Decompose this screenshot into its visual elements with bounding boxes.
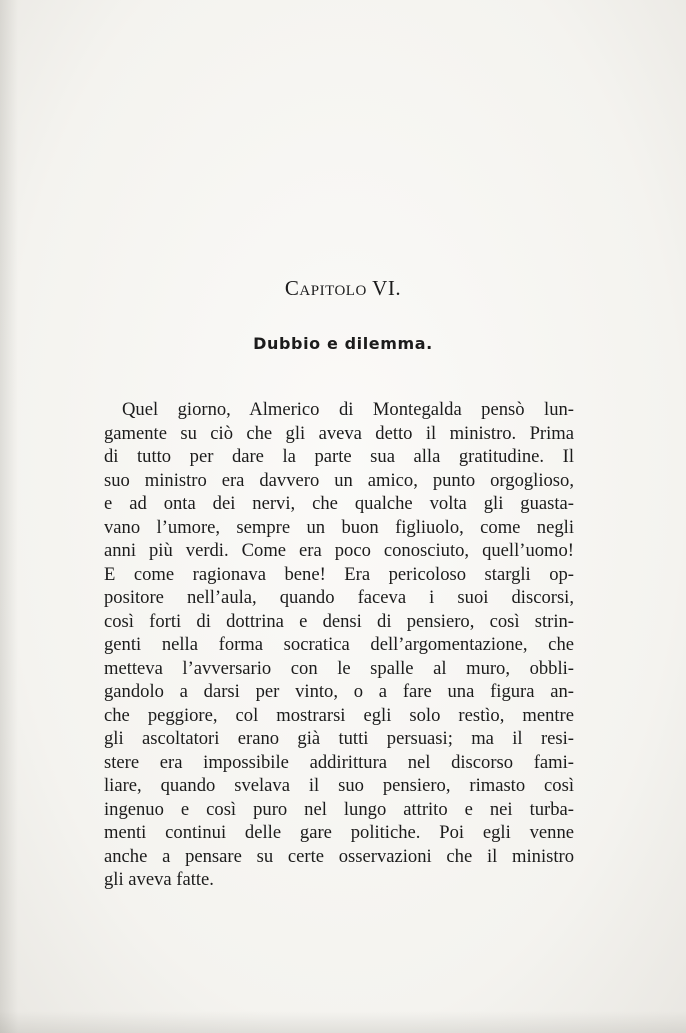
page-edge-shadow-left — [0, 0, 18, 1033]
text-line: gli ascoltatori erano già tutti persuasi; ma il resi- — [104, 728, 574, 749]
text-line: e ad onta dei nervi, che qualche volta gli guasta- — [104, 493, 574, 514]
text-line: gamente su ciò che gli aveva detto il ministro. Prima — [104, 422, 574, 444]
text-line: genti nella forma socratica dell’argomentazione, che — [104, 634, 574, 655]
text-line: menti continui delle gare politiche. Poi egli venne — [104, 822, 574, 843]
text-line: suo ministro era davvero un amico, punto orgoglioso, — [104, 469, 574, 491]
chapter-title: Dubbio e dilemma. — [253, 334, 433, 353]
text-line: vano l’umore, sempre un buon figliuolo, come negli — [104, 516, 574, 538]
text-line: E come ragionava bene! Era pericoloso stargli op- — [104, 563, 574, 585]
text-line: ingenuo e così puro nel lungo attrito e nei turba- — [104, 798, 574, 820]
text-line: che peggiore, col mostrarsi egli solo restìo, mentre — [104, 704, 574, 726]
page-edge-shadow-bottom — [0, 1011, 686, 1033]
text-line: di tutto per dare la parte sua alla gratitudine. Il — [104, 446, 574, 467]
text-line: liare, quando svelava il suo pensiero, rimasto così — [104, 775, 574, 796]
text-line: gandolo a darsi per vinto, o a fare una figura an- — [104, 681, 574, 702]
text-line: così forti di dottrina e densi di pensiero, così strin- — [104, 610, 574, 632]
text-line: metteva l’avversario con le spalle al muro, obbli- — [104, 657, 574, 679]
text-line: gli aveva fatte. — [104, 869, 214, 890]
text-line: Quel giorno, Almerico di Montegalda pensò lun- — [122, 399, 574, 420]
body-paragraph — [104, 398, 574, 892]
chapter-heading: Capitolo VI. — [284, 276, 402, 300]
text-line: stere era impossibile addirittura nel discorso fami- — [104, 751, 574, 773]
text-line: positore nell’aula, quando faceva i suoi discorsi, — [104, 587, 574, 608]
text-line: anche a pensare su certe osservazioni che il ministro — [104, 845, 574, 867]
text-line: anni più verdi. Come era poco conosciuto, quell’uomo! — [104, 540, 574, 561]
